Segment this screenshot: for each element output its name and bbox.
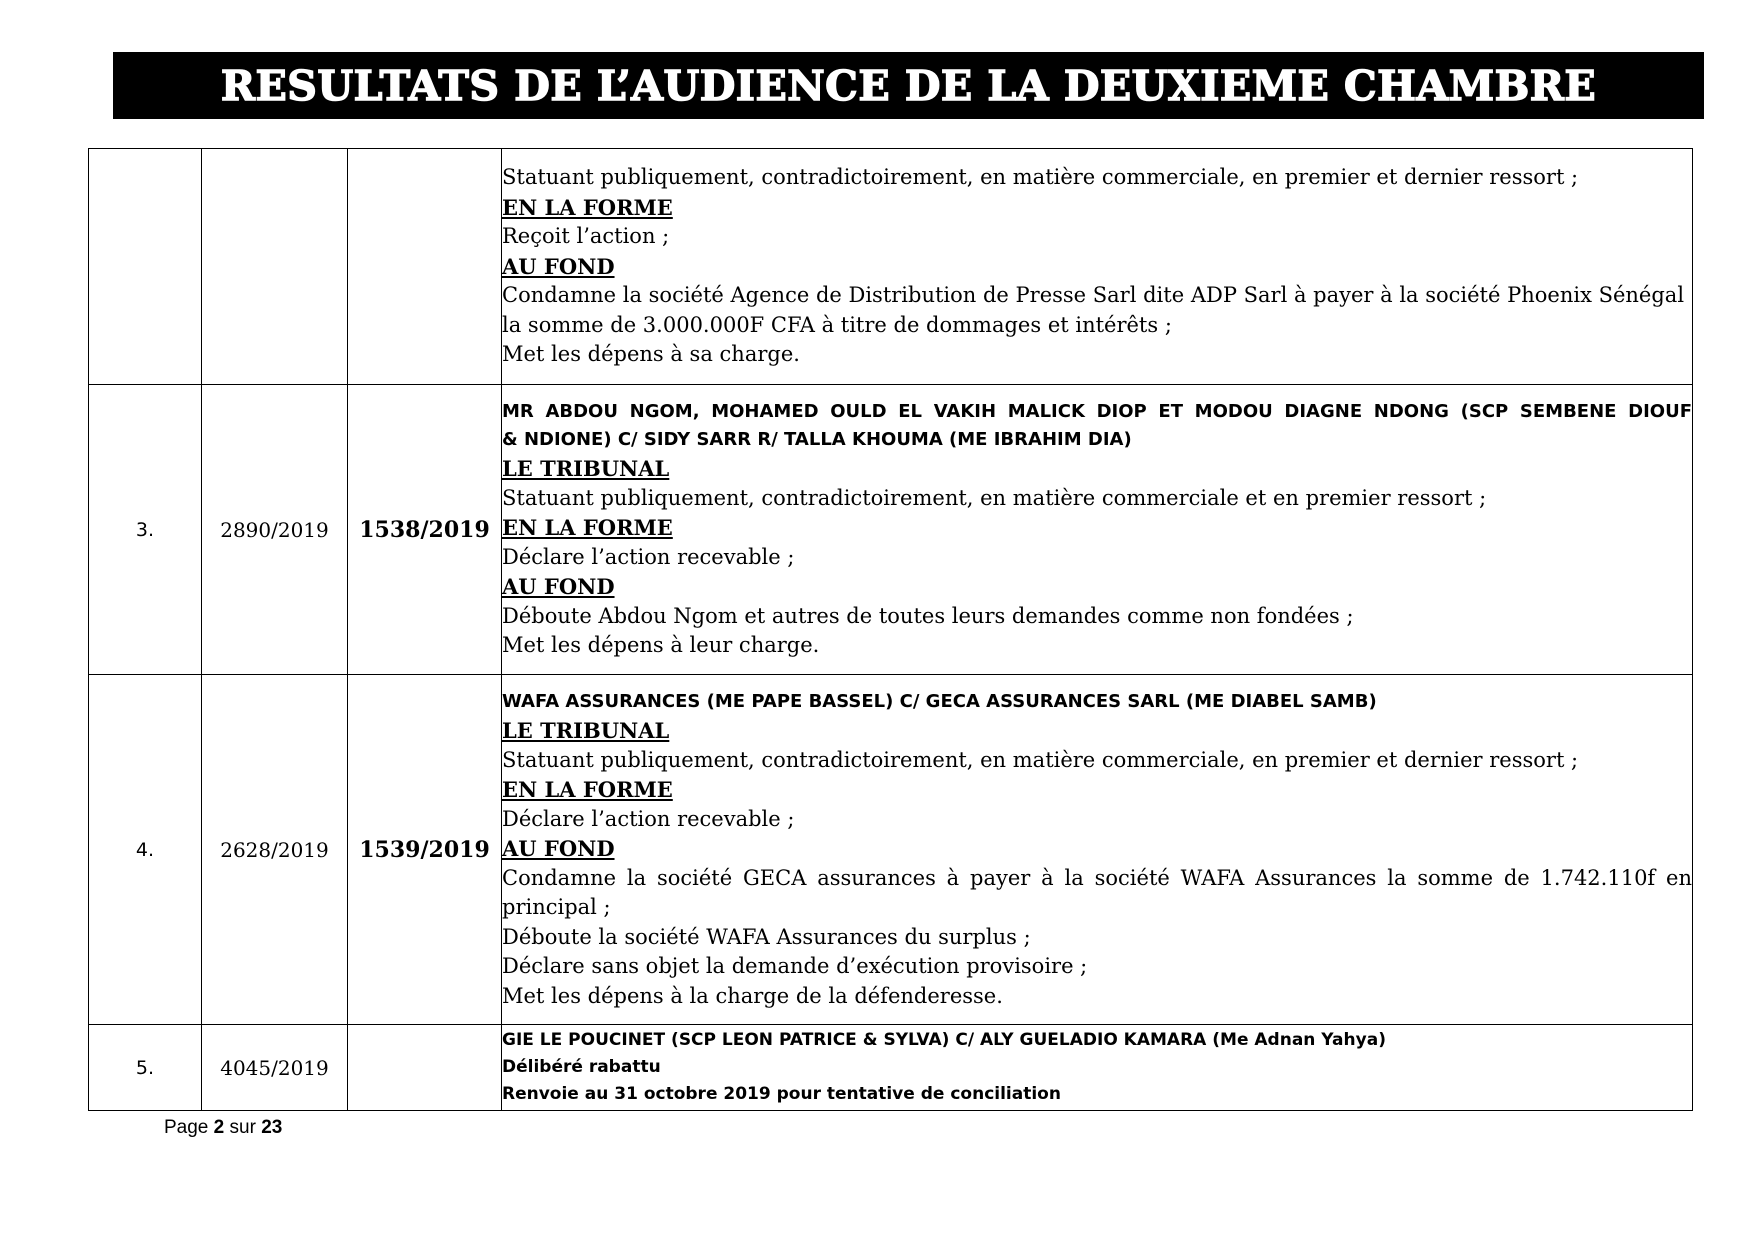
decision-line: Condamne la société GECA assurances à payer à la société WAFA Assurances la somme de 1.742.110f en: [502, 865, 1692, 890]
parties-line: GIE LE POUCINET (SCP LEON PATRICE & SYLVA) C/ ALY GUELADIO KAMARA (Me Adnan Yahya): [502, 1030, 1386, 1050]
page-number: 2: [213, 1117, 225, 1138]
section-heading-merits: AU FOND: [502, 574, 615, 600]
results-table: [88, 148, 1693, 1111]
decision-line: Déclare l’action recevable ;: [502, 806, 795, 831]
decision-line: Condamne la société Agence de Distribution de Presse Sarl dite ADP Sarl à payer à la société Phoenix Sénégal: [502, 283, 1685, 308]
judgment-number-cell: [348, 149, 502, 385]
ruling-statement: Statuant publiquement, contradictoirement, en matière commerciale et en premier ressort ;: [502, 485, 1487, 510]
parties-line: WAFA ASSURANCES (ME PAPE BASSEL) C/ GECA ASSURANCES SARL (ME DIABEL SAMB): [502, 691, 1377, 712]
title-banner: [113, 52, 1704, 119]
parties-line: MR ABDOU NGOM, MOHAMED OULD EL VAKIH MALICK DIOP ET MODOU DIAGNE NDONG (SCP SEMBENE DIOUF: [502, 401, 1692, 423]
case-number-cell: [89, 149, 202, 385]
decision-cell: [502, 385, 1693, 675]
decision-cell: [502, 1025, 1693, 1111]
decision-cell: [502, 149, 1693, 385]
decision-line: Déboute Abdou Ngom et autres de toutes leurs demandes comme non fondées ;: [502, 603, 1354, 628]
decision-line: Reçoit l’action ;: [502, 224, 670, 249]
case-number-cell: 4.: [89, 675, 202, 1025]
decision-line: principal ;: [502, 895, 611, 919]
judgment-number-cell: 1538/2019: [348, 385, 502, 675]
role-number-cell: [202, 149, 348, 385]
table-row: [89, 385, 1693, 675]
section-heading-form: EN LA FORME: [502, 194, 673, 220]
parties-line: & NDIONE) C/ SIDY SARR R/ TALLA KHOUMA (ME IBRAHIM DIA): [502, 429, 1132, 451]
decision-line: Déclare l’action recevable ;: [502, 544, 795, 569]
case-number-cell: 5.: [89, 1025, 202, 1111]
decision-line: Met les dépens à sa charge.: [502, 342, 800, 367]
page-label: Page: [164, 1117, 209, 1138]
section-heading-merits: AU FOND: [502, 253, 615, 279]
page-footer: [164, 1117, 282, 1139]
decision-line: Déclare sans objet la demande d’exécution provisoire ;: [502, 954, 1088, 978]
section-heading-tribunal: LE TRIBUNAL: [502, 456, 670, 482]
judgment-number-cell: 1539/2019: [348, 675, 502, 1025]
role-number-cell: 2628/2019: [202, 675, 348, 1025]
table-row: [89, 149, 1693, 385]
section-heading-tribunal: LE TRIBUNAL: [502, 718, 670, 743]
role-number-cell: 4045/2019: [202, 1025, 348, 1111]
decision-line: Renvoie au 31 octobre 2019 pour tentative de conciliation: [502, 1084, 1061, 1104]
table-row: [89, 675, 1693, 1025]
page-title: RESULTATS DE L’AUDIENCE DE LA DEUXIEME CHAMBRE: [220, 61, 1597, 110]
decision-line: Déboute la société WAFA Assurances du surplus ;: [502, 924, 1031, 949]
decision-line: Délibéré rabattu: [502, 1057, 661, 1077]
section-heading-merits: AU FOND: [502, 836, 615, 861]
ruling-statement: Statuant publiquement, contradictoirement, en matière commerciale, en premier et dernier ressort ;: [502, 165, 1579, 190]
section-heading-form: EN LA FORME: [502, 777, 673, 802]
page-of-label: sur: [229, 1117, 256, 1138]
decision-line: la somme de 3.000.000F CFA à titre de dommages et intérêts ;: [502, 312, 1172, 337]
decision-line: Met les dépens à la charge de la défenderesse.: [502, 983, 1003, 1008]
judgment-number-cell: [348, 1025, 502, 1111]
total-pages: 23: [261, 1117, 283, 1138]
role-number-cell: 2890/2019: [202, 385, 348, 675]
decision-line: Met les dépens à leur charge.: [502, 633, 820, 658]
table-row: [89, 1025, 1693, 1111]
section-heading-form: EN LA FORME: [502, 515, 673, 541]
ruling-statement: Statuant publiquement, contradictoirement, en matière commerciale, en premier et dernier ressort ;: [502, 747, 1579, 772]
case-number-cell: 3.: [89, 385, 202, 675]
decision-cell: [502, 675, 1693, 1025]
